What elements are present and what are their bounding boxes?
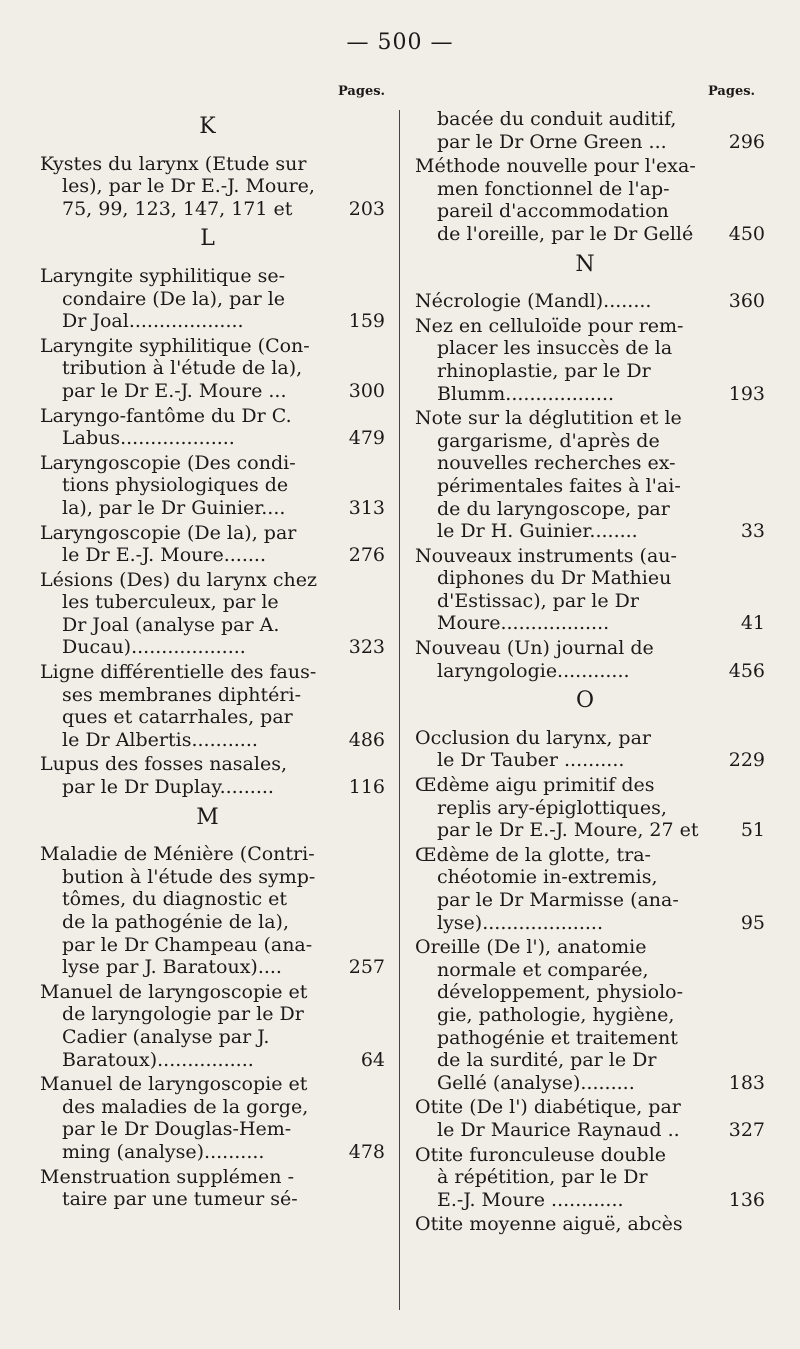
entry-line: Laryngoscopie (Des condi-	[40, 451, 296, 474]
entry-line: ques et catarrhales, par	[62, 706, 293, 729]
entry-line: à répétition, par le Dr	[437, 1166, 648, 1189]
entry-line: Dr Joal (analyse par A.	[62, 613, 280, 636]
entry-line: Laryngite syphilitique (Con-	[40, 334, 310, 357]
entry-line: développement, physiolo-	[437, 981, 684, 1004]
entry-line: tions physiologiques de	[62, 474, 289, 497]
page-ref: 456	[728, 659, 765, 682]
entry-last-line	[415, 520, 765, 543]
entry-text: Nécrologie (Mandl)........	[415, 290, 652, 313]
entry-line: taire par une tumeur sé-	[62, 1188, 298, 1211]
entry-text: par le Dr E.-J. Moure, 27 et	[437, 819, 699, 842]
page-ref: 300	[348, 379, 385, 402]
index-entry-oedeme-1	[415, 774, 765, 842]
entry-line: Laryngoscopie (De la), par	[40, 521, 297, 544]
index-entry-occlusion	[415, 727, 765, 772]
entry-line: les), par le Dr E.-J. Moure,	[62, 175, 315, 198]
page-ref: 276	[348, 544, 385, 567]
page-ref: 95	[740, 911, 765, 934]
entry-text: lyse par J. Baratoux)....	[62, 956, 282, 979]
entry-line: men fonctionnel de l'ap-	[437, 177, 670, 200]
page-ref: 323	[348, 636, 385, 659]
index-entry-oedeme-2	[415, 844, 765, 934]
entry-line: Otite moyenne aiguë, abcès	[415, 1213, 683, 1236]
entry-line: par le Dr Champeau (ana-	[62, 933, 313, 956]
index-entry-laryngoscopie-2	[40, 522, 385, 567]
entry-text: E.-J. Moure ............	[437, 1188, 624, 1211]
page-ref: 203	[348, 197, 385, 220]
section-heading-m: M	[196, 804, 219, 830]
entry-text: le Dr Tauber ..........	[437, 749, 625, 772]
column-divider	[399, 110, 400, 1310]
entry-line: périmentales faites à l'ai-	[437, 474, 681, 497]
entry-last-line	[40, 776, 385, 799]
entry-text: ming (analyse)..........	[62, 1140, 265, 1163]
entry-line: diphones du Dr Mathieu	[437, 567, 672, 590]
index-entry-oreille	[415, 936, 765, 1094]
entry-line: nouvelles recherches ex-	[437, 452, 676, 475]
index-entry-menstruation	[40, 1166, 385, 1211]
entry-line: Nez en celluloïde pour rem-	[415, 314, 684, 337]
entry-text: Ducau)...................	[62, 636, 246, 659]
entry-last-line	[415, 749, 765, 772]
entry-text: Baratoux)................	[62, 1048, 254, 1071]
index-entry-nouveaux	[415, 545, 765, 635]
entry-text: lyse)....................	[437, 911, 604, 934]
index-entry-ligne	[40, 661, 385, 751]
entry-line: chéotomie in-extremis,	[437, 866, 658, 889]
entry-line: Manuel de laryngoscopie et	[40, 980, 308, 1003]
entry-line: placer les insuccès de la	[437, 337, 673, 360]
entry-line: des maladies de la gorge,	[62, 1095, 309, 1118]
entry-line: Nouveau (Un) journal de	[415, 637, 654, 660]
entry-last-line	[415, 290, 765, 313]
entry-last-line	[415, 1119, 765, 1142]
index-entry-otite-1	[415, 1096, 765, 1141]
entry-line: par le Dr Marmisse (ana-	[437, 889, 679, 911]
entry-line: Manuel de laryngoscopie et	[40, 1073, 308, 1096]
page-ref: 486	[348, 728, 385, 751]
entry-last-line	[415, 660, 765, 683]
index-entry-kystes	[40, 153, 385, 221]
entry-line: ses membranes diphtéri-	[62, 683, 302, 706]
page-ref: 136	[728, 1188, 765, 1211]
entry-line: Œdème aigu primitif des	[415, 774, 655, 797]
entry-last-line	[40, 956, 385, 979]
section-heading-n: N	[575, 251, 595, 277]
page-ref: 183	[728, 1071, 765, 1094]
entry-line: de la pathogénie de la),	[62, 911, 289, 933]
entry-last-line	[40, 636, 385, 659]
entry-text: par le Dr Orne Green ...	[437, 130, 667, 153]
entry-line: tômes, du diagnostic et	[62, 888, 288, 911]
entry-line: Oreille (De l'), anatomie	[415, 936, 647, 959]
entry-last-line	[40, 380, 385, 403]
entry-line: bution à l'étude des symp-	[62, 865, 316, 888]
entry-line: Méthode nouvelle pour l'exa-	[415, 155, 696, 178]
entry-line: rhinoplastie, par le Dr	[437, 359, 651, 382]
index-entry-manuel-2	[40, 1073, 385, 1163]
index-entry-nez	[415, 315, 765, 405]
page-ref: 360	[728, 290, 765, 313]
page-ref: 41	[740, 612, 765, 635]
page-ref: 478	[348, 1140, 385, 1163]
entry-line: condaire (De la), par le	[62, 287, 286, 310]
entry-line: pareil d'accommodation	[437, 200, 669, 223]
entry-text: la), par le Dr Guinier....	[62, 496, 286, 519]
entry-line: Otite (De l') diabétique, par	[415, 1096, 681, 1119]
entry-text: le Dr H. Guinier........	[437, 520, 638, 543]
entry-text: Dr Joal...................	[62, 310, 244, 333]
page-ref: 116	[348, 776, 385, 799]
entry-text: par le Dr E.-J. Moure ...	[62, 379, 287, 402]
section-heading-k: K	[199, 114, 216, 139]
entry-line: de la surdité, par le Dr	[437, 1049, 657, 1072]
page-ref: 450	[728, 222, 765, 245]
index-entry-bacee	[415, 108, 765, 153]
entry-line: replis ary-épiglottiques,	[437, 796, 667, 819]
page-ref: 257	[348, 956, 385, 979]
index-entry-necrologie	[415, 290, 765, 313]
section-heading-l: L	[200, 226, 215, 252]
index-entry-otite-2	[415, 1144, 765, 1212]
entry-text: le Dr E.-J. Moure.......	[62, 544, 266, 567]
entry-last-line	[415, 1189, 765, 1212]
entry-text: laryngologie............	[437, 659, 630, 682]
page-number: — 500 —	[346, 30, 454, 55]
entry-last-line	[415, 223, 765, 246]
entry-line: tribution à l'étude de la),	[62, 357, 303, 380]
index-entry-laryngite-2	[40, 335, 385, 403]
entry-last-line	[40, 198, 385, 221]
entry-line: Cadier (analyse par J.	[62, 1025, 270, 1048]
page-ref: 51	[740, 819, 765, 842]
index-entry-laryngoscopie-1	[40, 452, 385, 520]
entry-line: bacée du conduit auditif,	[437, 108, 677, 130]
entry-line: Occlusion du larynx, par	[415, 726, 651, 749]
entry-last-line	[415, 612, 765, 635]
page-ref: 229	[728, 749, 765, 772]
entry-text: 75, 99, 123, 147, 171 et	[62, 197, 293, 220]
entry-line: Menstruation supplémen -	[40, 1165, 294, 1188]
entry-last-line	[40, 310, 385, 333]
index-column-left	[40, 108, 385, 1213]
entry-text: par le Dr Duplay.........	[62, 776, 274, 799]
entry-line: Maladie de Ménière (Contri-	[40, 843, 315, 866]
page-ref: 479	[348, 427, 385, 450]
index-entry-laryngite-1	[40, 265, 385, 333]
index-entry-methode	[415, 155, 765, 245]
page-ref: 193	[728, 382, 765, 405]
page-ref: 313	[348, 496, 385, 519]
entry-line: Œdème de la glotte, tra-	[415, 843, 651, 866]
section-heading-o: O	[575, 688, 595, 714]
entry-last-line	[415, 912, 765, 935]
entry-line: Laryngo-fantôme du Dr C.	[40, 404, 292, 427]
entry-line: normale et comparée,	[437, 958, 649, 981]
index-entry-manuel-1	[40, 981, 385, 1071]
entry-line: Note sur la déglutition et le	[415, 407, 682, 430]
entry-line: Otite furonculeuse double	[415, 1143, 667, 1166]
index-entry-lesions	[40, 569, 385, 659]
index-entry-otite-3	[415, 1213, 765, 1236]
pages-label-right: Pages.	[708, 84, 756, 99]
entry-last-line	[40, 497, 385, 520]
entry-text: le Dr Albertis...........	[62, 728, 258, 751]
entry-line: de du laryngoscope, par	[437, 497, 670, 520]
index-entry-laryngo-fantome	[40, 405, 385, 450]
entry-line: Laryngite syphilitique se-	[40, 264, 286, 287]
entry-text: Labus...................	[62, 427, 235, 450]
entry-last-line	[415, 131, 765, 154]
index-entry-maladie	[40, 843, 385, 979]
entry-text: Moure..................	[437, 612, 610, 635]
entry-last-line	[40, 729, 385, 752]
entry-text: le Dr Maurice Raynaud ..	[437, 1118, 680, 1141]
page-ref: 296	[728, 130, 765, 153]
entry-line: pathogénie et traitement	[437, 1026, 678, 1049]
index-column-right	[415, 108, 765, 1238]
page-ref: 327	[728, 1118, 765, 1141]
entry-line: gargarisme, d'après de	[437, 429, 660, 452]
entry-last-line	[415, 383, 765, 406]
pages-label-left: Pages.	[338, 84, 386, 99]
entry-line: Lupus des fosses nasales,	[40, 753, 287, 776]
page-ref: 33	[740, 520, 765, 543]
index-entry-note	[415, 407, 765, 543]
entry-line: par le Dr Douglas-Hem-	[62, 1118, 292, 1141]
entry-line: Nouveaux instruments (au-	[415, 544, 677, 567]
entry-line: gie, pathologie, hygiène,	[437, 1003, 675, 1026]
entry-last-line	[40, 1049, 385, 1072]
entry-line: les tuberculeux, par le	[62, 591, 279, 614]
entry-line: d'Estissac), par le Dr	[437, 589, 639, 612]
entry-text: Gellé (analyse).........	[437, 1071, 635, 1094]
index-entry-lupus	[40, 753, 385, 798]
entry-last-line	[40, 544, 385, 567]
index-entry-nouveau-journal	[415, 637, 765, 682]
page-ref: 64	[360, 1048, 385, 1071]
entry-text: de l'oreille, par le Dr Gellé	[437, 222, 694, 245]
page-ref: 159	[348, 310, 385, 333]
entry-text: Blumm..................	[437, 382, 615, 405]
entry-line: Ligne différentielle des faus-	[40, 661, 317, 684]
entry-last-line	[415, 1072, 765, 1095]
entry-line: Kystes du larynx (Etude sur	[40, 152, 307, 175]
entry-last-line	[40, 427, 385, 450]
entry-line: Lésions (Des) du larynx chez	[40, 568, 318, 591]
entry-last-line	[415, 819, 765, 842]
entry-line: de laryngologie par le Dr	[62, 1003, 304, 1026]
entry-last-line	[40, 1141, 385, 1164]
